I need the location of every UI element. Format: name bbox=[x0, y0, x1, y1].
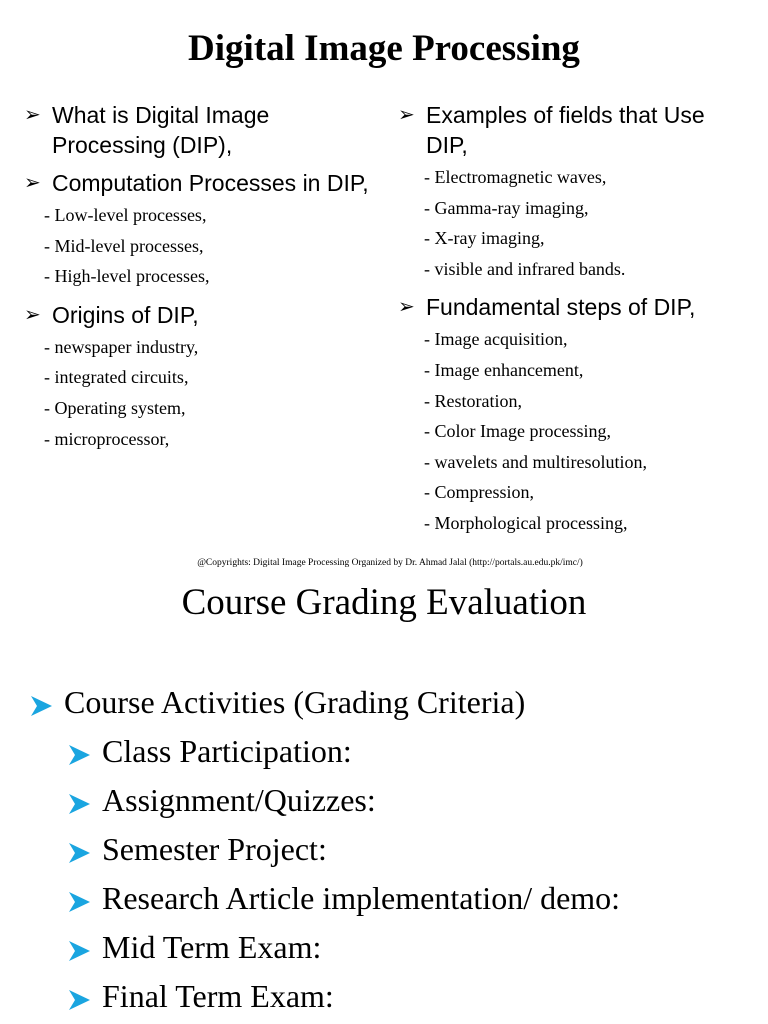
bullet-heading: Origins of DIP, bbox=[52, 301, 199, 328]
bullet-text: Class Participation: bbox=[102, 733, 352, 769]
bullet-examples-fields bbox=[398, 100, 748, 160]
sub-item: - newspaper industry, bbox=[44, 336, 199, 357]
bullet-heading: Fundamental steps of DIP, bbox=[426, 294, 696, 321]
slide-title: Course Grading Evaluation bbox=[181, 582, 587, 623]
right-column bbox=[398, 100, 748, 539]
bullet-text: Course Activities (Grading Criteria) bbox=[64, 684, 526, 720]
bullet-heading: Examples of fields that Use DIP, bbox=[426, 102, 705, 158]
sub-list bbox=[24, 200, 374, 292]
sub-item: - integrated circuits, bbox=[44, 367, 189, 388]
arrow-bullet-icon: ➢ bbox=[24, 303, 41, 326]
arrow-bullet-icon: ➢ bbox=[24, 172, 41, 194]
bullet-origins bbox=[24, 300, 374, 330]
arrow-bullet-icon bbox=[30, 694, 64, 718]
arrow-bullet-icon bbox=[68, 890, 102, 914]
bullet-fundamental-steps bbox=[398, 292, 748, 322]
sub-item: - Image enhancement, bbox=[424, 359, 584, 380]
sub-item: - X-ray imaging, bbox=[424, 228, 545, 249]
grading-item bbox=[68, 780, 376, 820]
sub-item: - High-level processes, bbox=[44, 266, 210, 287]
left-column bbox=[24, 100, 374, 454]
main-bullet bbox=[30, 682, 525, 722]
bullet-computation-processes bbox=[24, 168, 374, 198]
sub-item: - Operating system, bbox=[44, 397, 186, 418]
grading-item bbox=[68, 731, 352, 771]
sub-item: - Restoration, bbox=[424, 390, 522, 411]
arrow-bullet-icon bbox=[68, 792, 102, 816]
arrow-bullet-icon: ➢ bbox=[24, 104, 41, 126]
slide-title: Digital Image Processing bbox=[188, 28, 580, 69]
sub-item: - wavelets and multiresolution, bbox=[424, 451, 647, 472]
grading-item bbox=[68, 829, 327, 869]
sub-item: - Mid-level processes, bbox=[44, 235, 204, 256]
sub-item: - Morphological processing, bbox=[424, 512, 628, 533]
sub-list bbox=[398, 324, 748, 538]
bullet-what-is-dip bbox=[24, 100, 374, 160]
arrow-bullet-icon: ➢ bbox=[398, 104, 415, 126]
sub-item: - visible and infrared bands. bbox=[424, 258, 626, 279]
grading-item bbox=[68, 927, 321, 967]
bullet-text: Mid Term Exam: bbox=[102, 929, 322, 965]
sub-item: - Gamma-ray imaging, bbox=[424, 197, 589, 218]
arrow-bullet-icon bbox=[68, 841, 102, 865]
bullet-heading: Computation Processes in DIP, bbox=[52, 170, 369, 196]
sub-list bbox=[398, 162, 748, 284]
bullet-text: Semester Project: bbox=[102, 831, 327, 867]
grading-item bbox=[68, 878, 620, 918]
arrow-bullet-icon: ➢ bbox=[398, 296, 415, 319]
grading-item bbox=[68, 976, 334, 1016]
arrow-bullet-icon bbox=[68, 988, 102, 1012]
arrow-bullet-icon bbox=[68, 743, 102, 767]
arrow-bullet-icon bbox=[68, 939, 102, 963]
bullet-heading: What is Digital Image Processing (DIP), bbox=[52, 102, 270, 158]
bullet-text: Assignment/Quizzes: bbox=[102, 782, 376, 818]
bullet-text: Research Article implementation/ demo: bbox=[102, 880, 621, 916]
sub-item: - Compression, bbox=[424, 482, 534, 503]
sub-item: - Electromagnetic waves, bbox=[424, 167, 607, 187]
sub-item: - microprocessor, bbox=[44, 428, 170, 449]
sub-item: - Image acquisition, bbox=[424, 329, 568, 350]
bullet-text: Final Term Exam: bbox=[102, 978, 334, 1014]
sub-list bbox=[24, 332, 374, 454]
slide-2 bbox=[0, 580, 768, 1024]
copyright-footer: @Copyrights: Digital Image Processing Organized by Dr. Ahmad Jalal (http://portals.au.edu.pk/imc/) bbox=[197, 558, 583, 568]
sub-item: - Low-level processes, bbox=[44, 205, 207, 225]
sub-item: - Color Image processing, bbox=[424, 421, 611, 442]
